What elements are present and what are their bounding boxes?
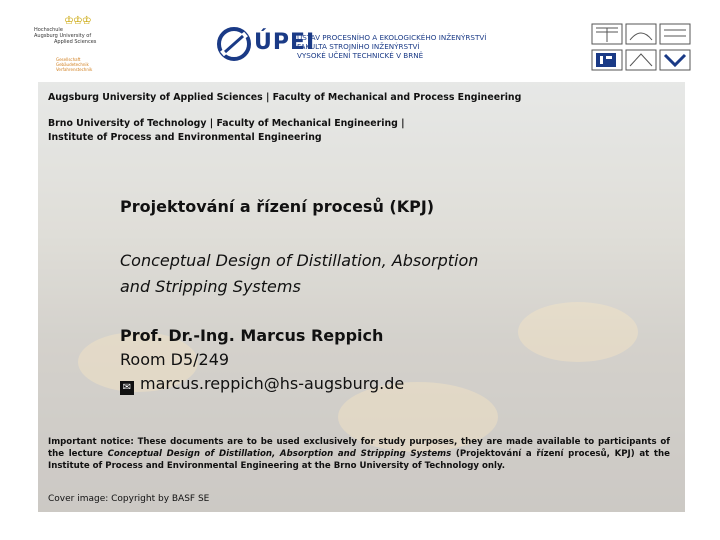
notice-lecture-title: Conceptual Design of Distillation, Absorption and Stripping Systems <box>107 449 452 459</box>
course-subtitle-line-2: and Stripping Systems <box>120 277 301 296</box>
hsa-logo-sub-1: Gesellschaft <box>56 57 81 62</box>
upei-logo-text <box>297 33 486 60</box>
lecturer-email-row <box>120 374 404 395</box>
lecturer-email[interactable]: marcus.reppich@hs-augsburg.de <box>140 374 405 393</box>
lecturer-room: Room D5/249 <box>120 350 230 369</box>
course-subtitle-line-1: Conceptual Design of Distillation, Absorption <box>120 251 479 270</box>
cover-credit: Cover image: Copyright by BASF SE <box>48 494 210 504</box>
hsa-logo-line-2: Augsburg University of <box>34 33 92 39</box>
hs-augsburg-logo <box>34 14 112 74</box>
notice-text-2: (Projektování a řízení procesů, KPJ) at the Institute of Process and Environmental Engineering at the Brno University of Technology only. <box>48 449 670 471</box>
upei-logo-line-1: ÚSTAV PROCESNÍHO A EKOLOGICKÉHO INŽENÝRSTVÍ <box>297 33 487 42</box>
hsa-logo-line-3: Applied Sciences <box>54 39 97 45</box>
hsa-logo-sub-2: Gebäudetechnik <box>56 62 89 67</box>
header-band <box>0 0 720 82</box>
upei-logo-line-2: FAKULTA STROJNÍHO INŽENÝRSTVÍ <box>297 42 420 51</box>
brno-affiliation-line-1: Brno University of Technology | Faculty of Mechanical Engineering | <box>48 118 405 129</box>
mail-icon: ✉ <box>120 381 134 395</box>
hsa-logo-sub-3: Verfahrenstechnik <box>56 67 93 72</box>
course-subtitle <box>120 248 478 300</box>
crown-icon: ♔♔♔ <box>64 14 91 27</box>
lecturer-name: Prof. Dr.-Ing. Marcus Reppich <box>120 326 384 345</box>
upei-logo-icon <box>216 26 252 62</box>
augsburg-affiliation: Augsburg University of Applied Sciences | Faculty of Mechanical and Process Engineering <box>48 92 522 103</box>
faculty-logos-icon <box>591 22 691 72</box>
upei-logo-line-3: VYSOKÉ UČENÍ TECHNICKÉ V BRNĚ <box>297 51 424 60</box>
upei-logo-word: ÚPEI <box>254 30 316 55</box>
important-notice <box>48 436 670 472</box>
notice-text-1: Important notice: These documents are to be used exclusively for study purposes, they are made available to participants of the lecture <box>48 437 670 459</box>
brno-affiliation-line-2: Institute of Process and Environmental Engineering <box>48 132 322 143</box>
course-title: Projektování a řízení procesů (KPJ) <box>120 197 435 216</box>
hsa-logo-line-1: Hochschule <box>34 27 63 33</box>
